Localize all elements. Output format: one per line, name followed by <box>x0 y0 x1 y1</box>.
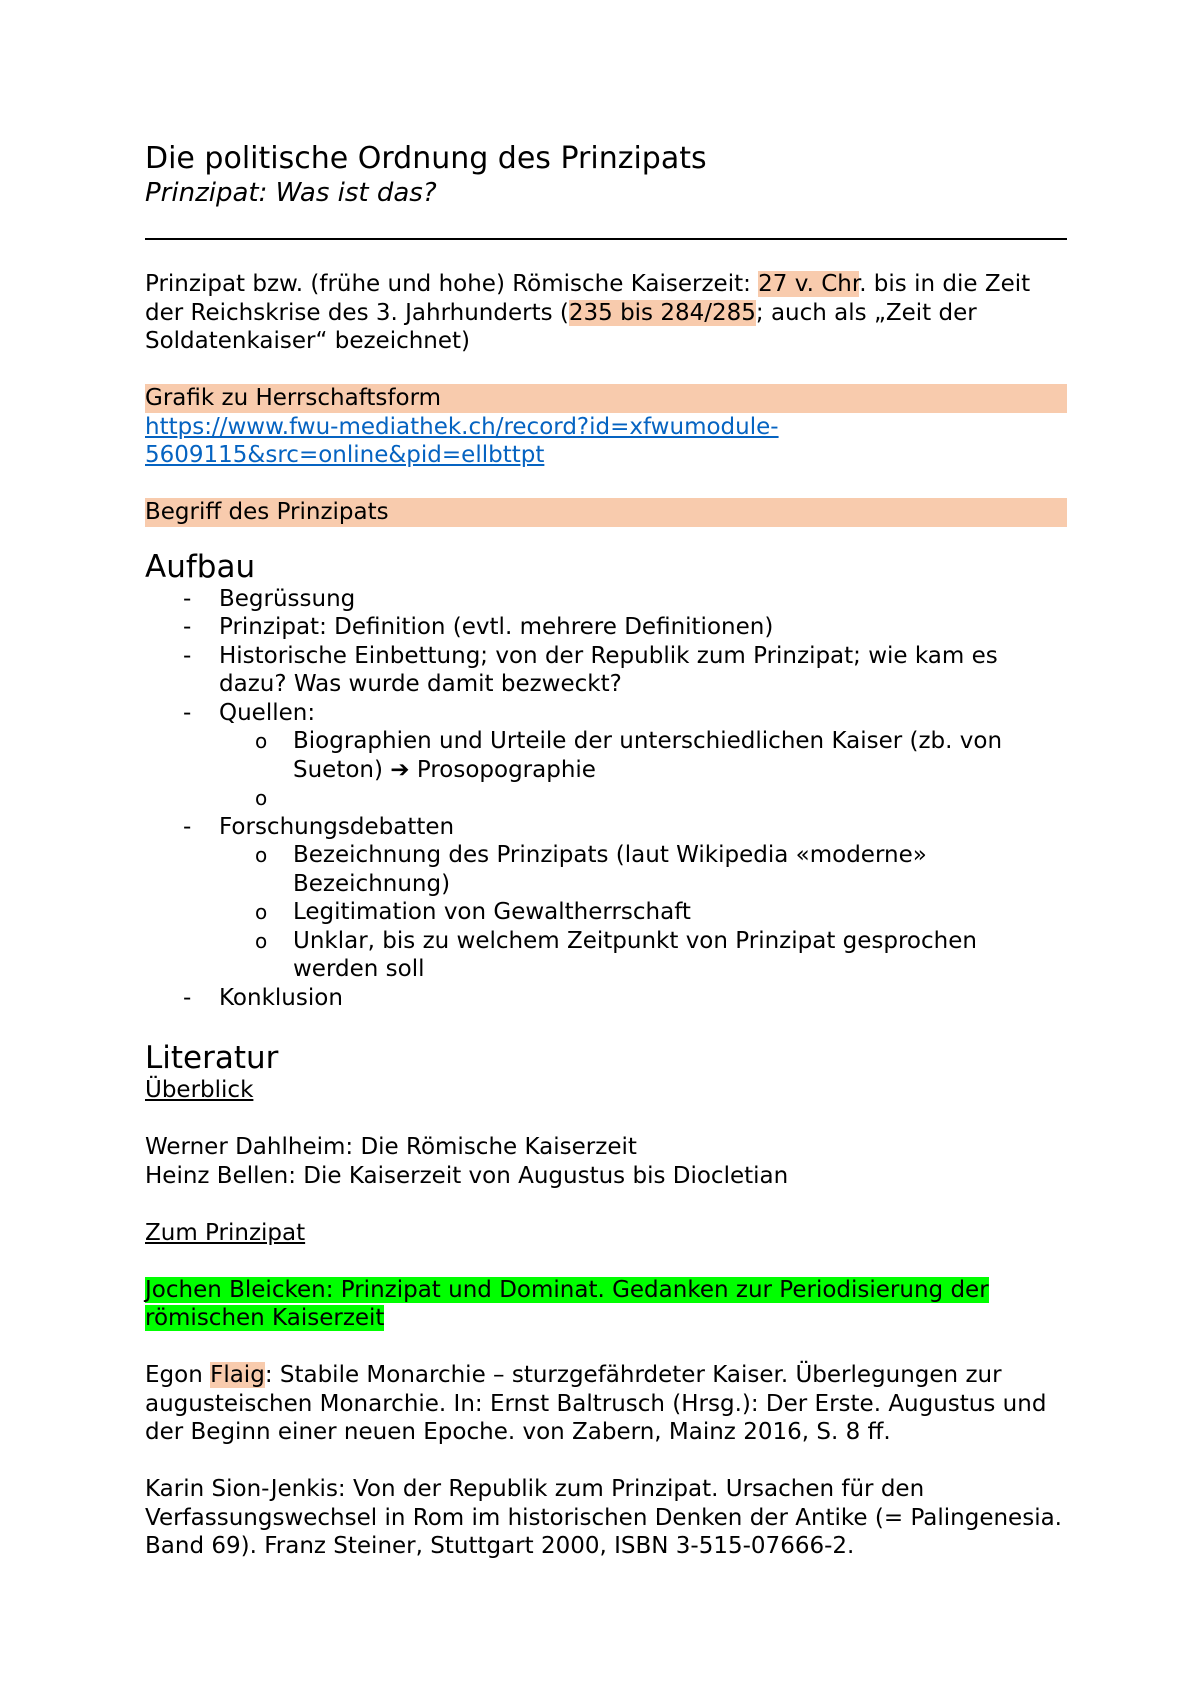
intro-text-1: Prinzipat bzw. (frühe und hohe) Römische Kaiserzeit: <box>145 271 759 297</box>
document-subtitle: Prinzipat: Was ist das? <box>145 178 437 208</box>
intro-text-2: . bis in die Zeit der Reichskrise des 3. Jahrhunderts ( <box>145 271 1031 326</box>
document-title: Die politische Ordnung des Prinzipats <box>145 141 707 176</box>
list-item-label: Prinzipat: Definition (evtl. mehrere Definitionen) <box>219 614 774 640</box>
grafik-heading: Grafik zu Herrschaftsform <box>145 384 1067 413</box>
aufbau-list <box>145 585 1067 1013</box>
list-item-label: Unklar, bis zu welchem Zeitpunkt von Prinzipat gesprochen werden soll <box>293 927 977 982</box>
flaig-text-1: Egon <box>145 1362 211 1388</box>
circle-bullet: o <box>255 786 268 810</box>
list-item <box>219 927 1067 984</box>
bleicken-entry: Jochen Bleicken: Prinzipat und Dominat. Gedanken zur Periodisierung der römischen Kaiserzeit <box>145 1276 989 1331</box>
dash-bullet: - <box>183 614 192 640</box>
literatur-heading: Literatur <box>145 1040 279 1076</box>
list-item <box>145 613 1067 642</box>
list-item-label: Begrüssung <box>219 585 356 612</box>
sion-entry: Karin Sion-Jenkis: Von der Republik zum Prinzipat. Ursachen für den Verfassungswechsel in Rom im historischen Denken der Antike (= Palingenesia. Band 69). Franz Steiner, Stuttgart 2000, ISBN 3-515-07666-2. <box>145 1476 1062 1559</box>
list-item-label: Historische Einbettung; von der Republik zum Prinzipat; wie kam es dazu? Was wurde damit bezweckt? <box>219 642 998 697</box>
intro-period-highlight: 235 bis 284/285 <box>568 299 756 326</box>
list-item <box>145 585 1067 614</box>
list-item <box>145 813 1067 984</box>
list-item-label: Bezeichnung des Prinzipats (laut Wikipedia «moderne» Bezeichnung) <box>293 842 927 897</box>
aufbau-heading: Aufbau <box>145 548 256 585</box>
dash-bullet: - <box>183 813 192 840</box>
list-item <box>145 699 1067 813</box>
flaig-highlight: Flaig <box>210 1362 265 1388</box>
zum-prinzipat-heading: Zum Prinzipat <box>145 1219 306 1246</box>
quellen-sublist <box>219 727 1067 813</box>
intro-paragraph <box>145 270 1067 356</box>
forschung-sublist <box>219 841 1067 984</box>
list-item <box>219 841 1067 898</box>
flaig-text-2: : Stabile Monarchie – sturzgefährdeter Kaiser. Überlegungen zur augusteischen Monarchie. In: Ernst Baltrusch (Hrsg.): Der Erste. Augustus und der Beginn einer neuen Epoche. von Zabern, Mainz 2016, S. 8 ff. <box>145 1362 1047 1445</box>
dash-bullet: - <box>183 699 192 726</box>
circle-bullet: o <box>255 900 268 924</box>
circle-bullet: o <box>255 843 268 867</box>
grafik-link[interactable]: https://www.fwu-mediathek.ch/record?id=xfwumodule-5609115&src=online&pid=ellbttpt <box>145 413 779 468</box>
circle-bullet: o <box>255 928 268 953</box>
dash-bullet: - <box>183 642 192 669</box>
begriff-heading: Begriff des Prinzipats <box>145 498 1067 527</box>
circle-bullet: o <box>255 729 268 753</box>
list-item-label: Quellen: <box>219 699 316 726</box>
list-item <box>219 898 1067 927</box>
document-body <box>145 140 1067 1561</box>
dash-bullet: - <box>183 984 192 1011</box>
list-item <box>219 784 1067 813</box>
list-item-label: Legitimation von Gewaltherrschaft <box>293 899 691 925</box>
literatur-entry: Werner Dahlheim: Die Römische Kaiserzeit <box>145 1134 637 1160</box>
ueberblick-heading: Überblick <box>145 1077 254 1103</box>
list-item <box>145 984 1067 1013</box>
literatur-entry: Heinz Bellen: Die Kaiserzeit von Augustus bis Diocletian <box>145 1162 789 1189</box>
flaig-entry <box>145 1361 1067 1447</box>
list-item-label: Prosopographie <box>409 756 596 783</box>
arrow-right-icon: ➔ <box>390 756 410 783</box>
intro-date-highlight: 27 v. Chr <box>758 271 860 297</box>
list-item-label: Konklusion <box>219 984 343 1011</box>
list-item-label: Forschungsdebatten <box>219 813 455 840</box>
intro-text-3: ; auch als „Zeit der Soldatenkaiser“ bezeichnet) <box>145 299 977 354</box>
list-item-label: Biographien und Urteile der unterschiedlichen Kaiser (zb. von Sueton) <box>293 728 1003 783</box>
list-item <box>145 642 1067 699</box>
list-item <box>219 727 1067 784</box>
dash-bullet: - <box>183 585 192 612</box>
